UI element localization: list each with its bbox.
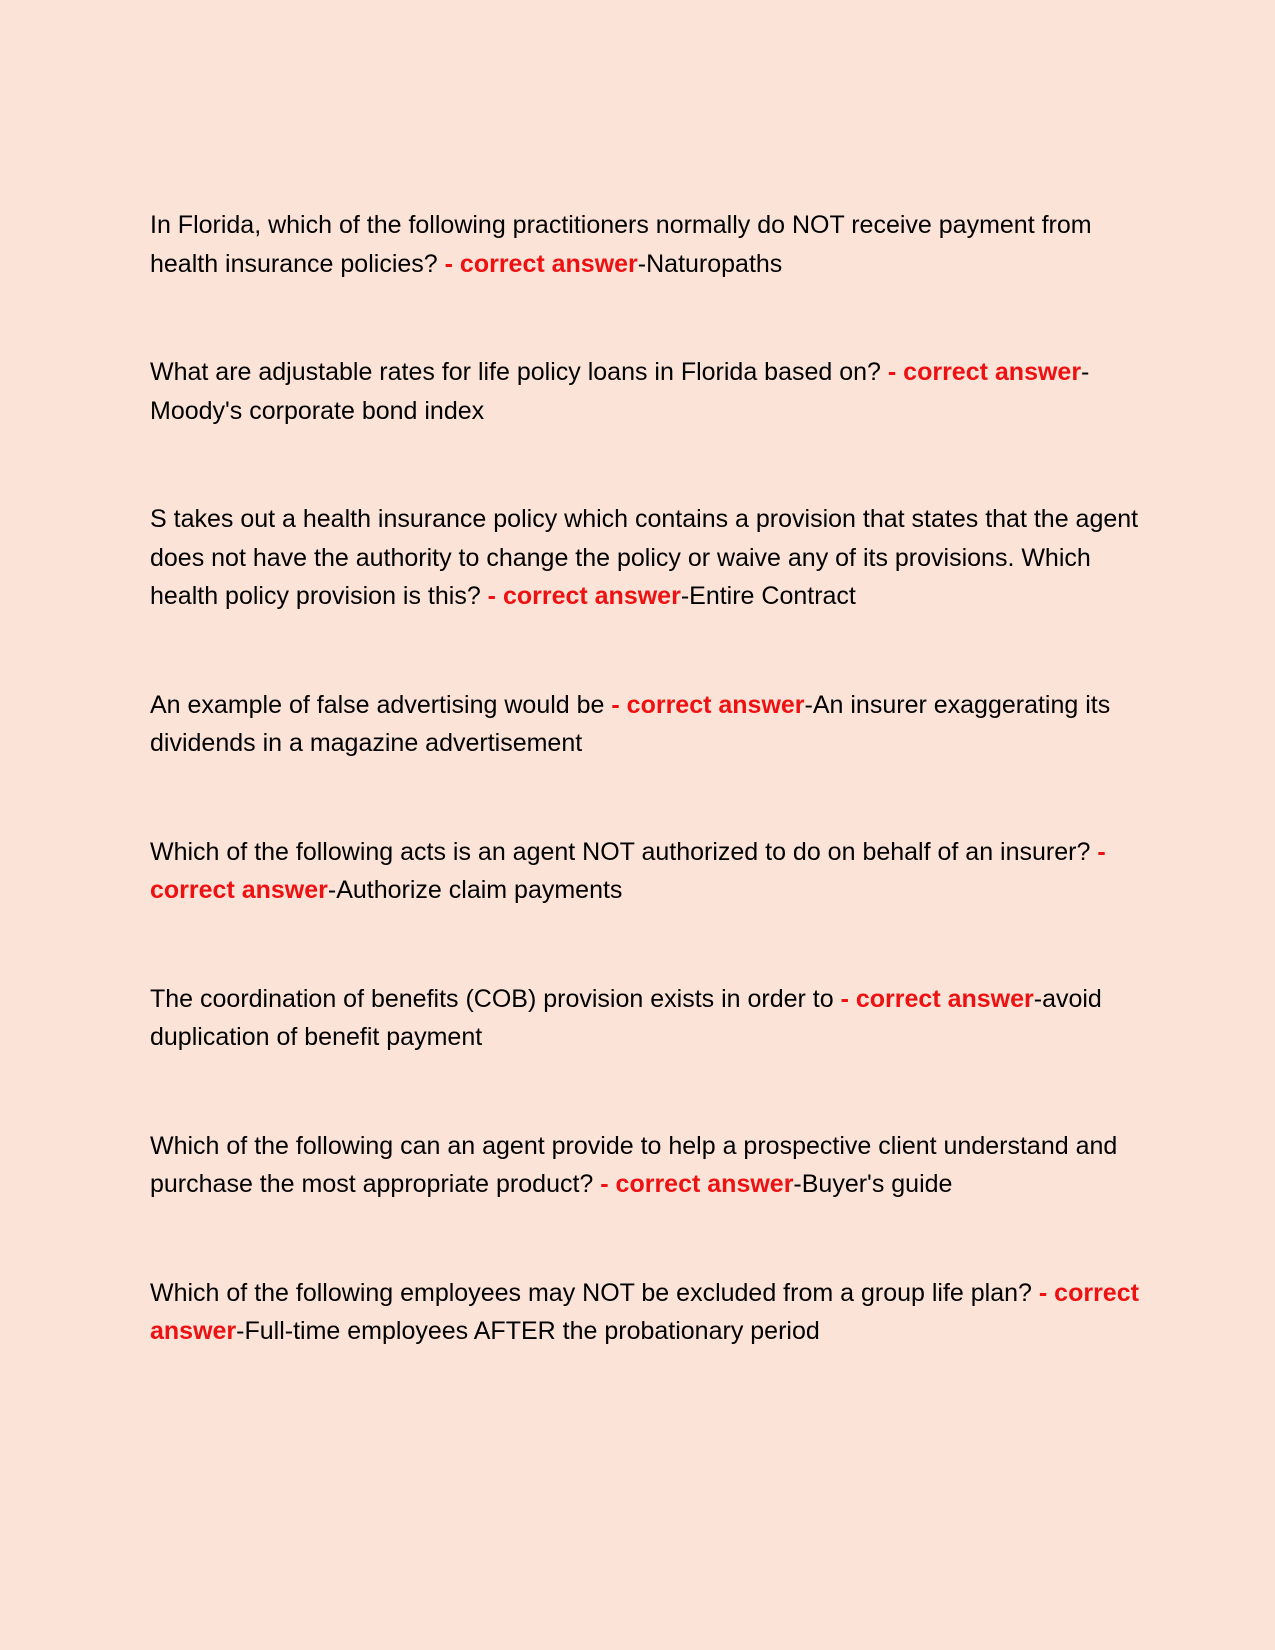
qa-item-7 (150, 1127, 1140, 1204)
correct-answer-marker: - correct answer (600, 1170, 794, 1198)
qa-item-2 (150, 353, 1140, 430)
qa-item-6 (150, 980, 1140, 1057)
document-page (150, 206, 1140, 1421)
question-text: Which of the following employees may NOT be excluded from a group life plan? (150, 1278, 1039, 1307)
question-text: An example of false advertising would be (150, 690, 612, 719)
qa-item-4 (150, 686, 1140, 763)
correct-answer-marker: - correct answer (840, 984, 1034, 1013)
answer-text: -avoid duplication of benefit payment (150, 984, 1102, 1051)
answer-text: -Authorize claim payments (327, 876, 623, 904)
question-text: In Florida, which of the following practitioners normally do NOT receive payment from health insurance policies? (150, 211, 1092, 278)
correct-answer-marker: - correct answer (150, 1278, 1139, 1345)
qa-item-5 (150, 833, 1140, 910)
answer-text: -Buyer's guide (793, 1170, 953, 1198)
qa-item-3 (150, 500, 1140, 616)
question-text: The coordination of benefits (COB) provision exists in order to (150, 984, 841, 1013)
correct-answer-marker: - correct answer (887, 358, 1082, 386)
correct-answer-marker: - correct answer (611, 690, 805, 719)
answer-text: -An insurer exaggerating its dividends in a magazine advertisement (150, 690, 1111, 757)
answer-text: -Full-time employees AFTER the probationary period (236, 1317, 820, 1345)
qa-item-1 (150, 206, 1140, 283)
qa-item-8 (150, 1274, 1140, 1351)
correct-answer-marker: - correct answer (150, 837, 1106, 904)
answer-text: -Entire Contract (680, 582, 856, 610)
answer-text: -Moody's corporate bond index (150, 358, 1090, 425)
question-text: Which of the following can an agent provide to help a prospective client understand and purchase the most appropriate product? (150, 1131, 1118, 1198)
correct-answer-marker: - correct answer (487, 582, 681, 610)
question-text: S takes out a health insurance policy which contains a provision that states that the agent does not have the authority to change the policy or waive any of its provisions. Which health policy provision is this? (150, 505, 1139, 610)
question-text: What are adjustable rates for life policy loans in Florida based on? (150, 358, 888, 386)
answer-text: -Naturopaths (637, 249, 783, 278)
question-text: Which of the following acts is an agent NOT authorized to do on behalf of an insurer? (150, 837, 1098, 866)
correct-answer-marker: - correct answer (444, 249, 638, 278)
